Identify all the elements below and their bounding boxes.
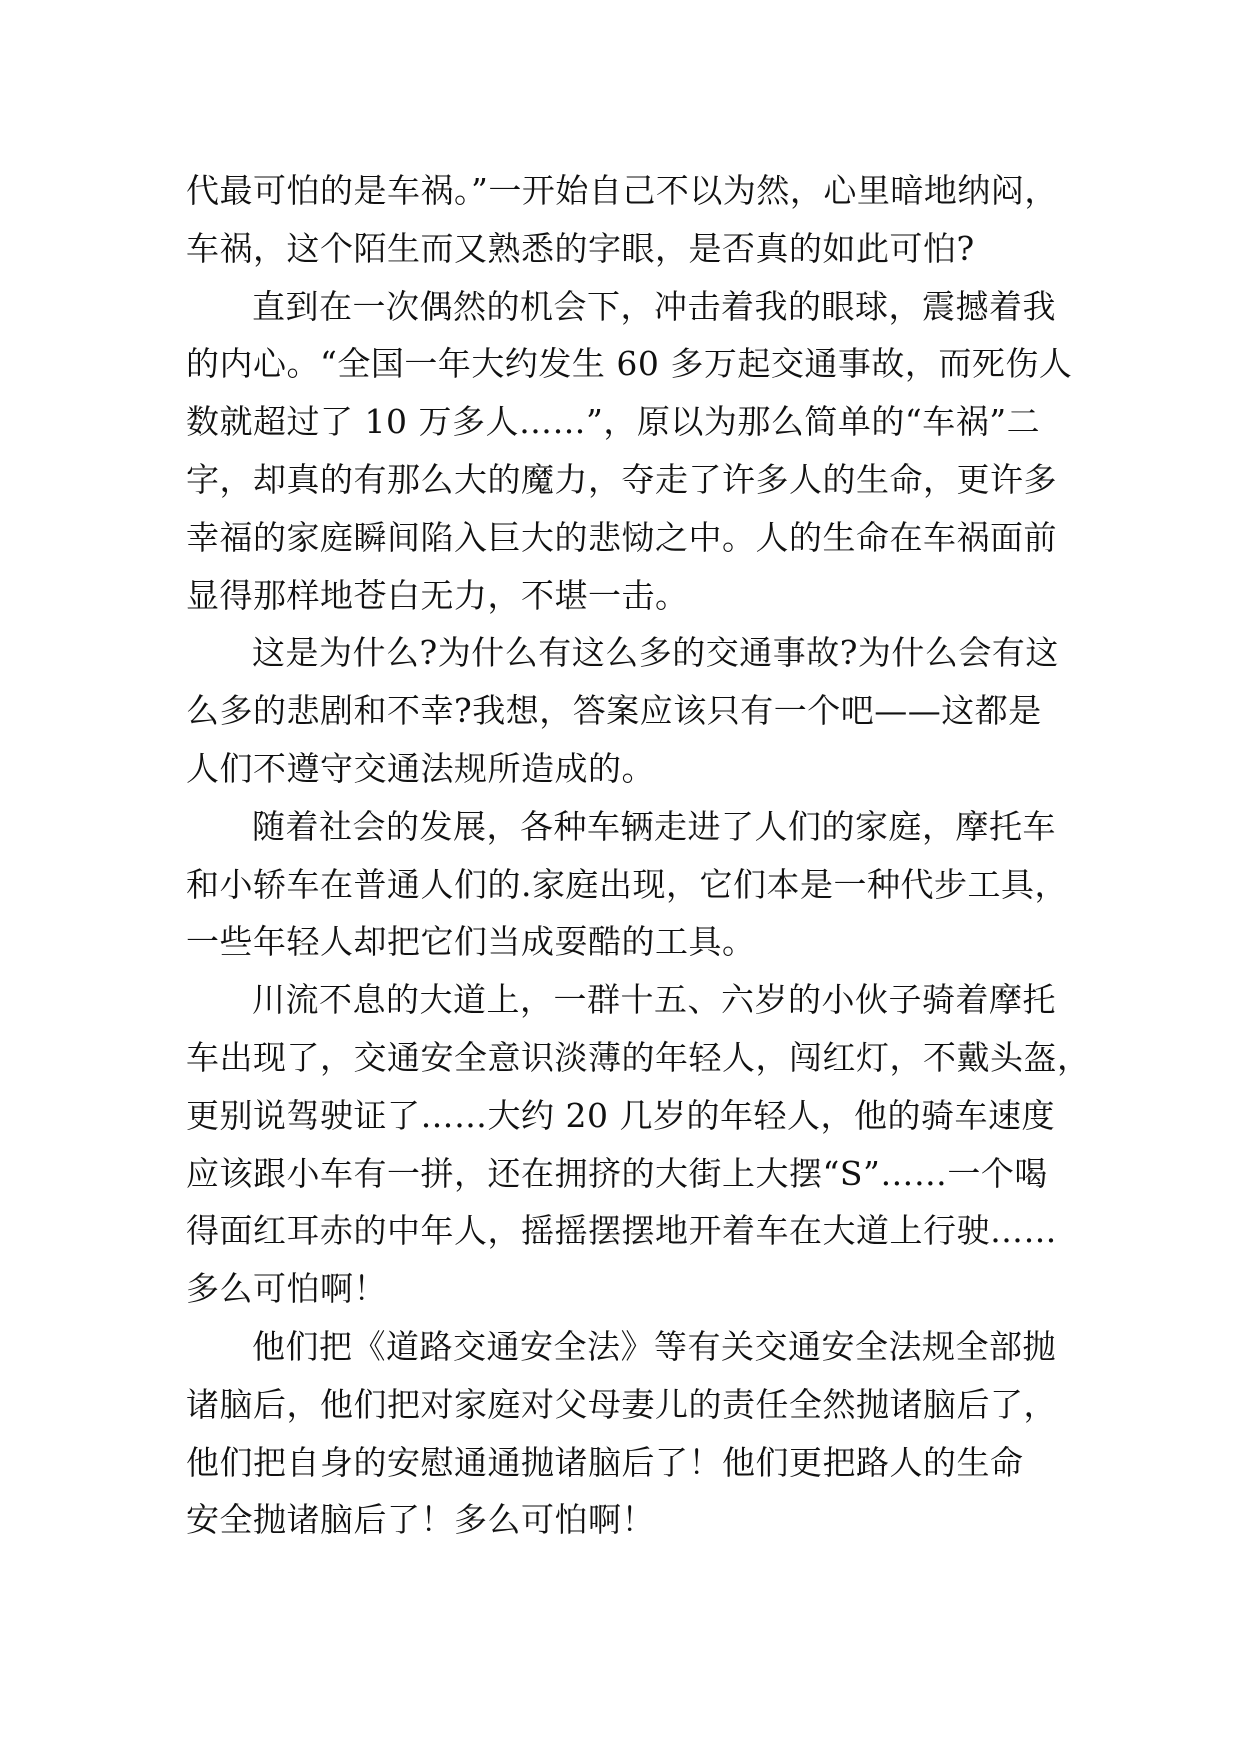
- paragraph-4: [186, 798, 1066, 971]
- paragraph-line: 应该跟小车有一拼，还在拥挤的大街上大摆“S”……一个喝: [186, 1153, 1048, 1193]
- paragraph-line: 和小轿车在普通人们的.家庭出现，它们本是一种代步工具，: [186, 864, 1068, 904]
- paragraph-line: 幸福的家庭瞬间陷入巨大的悲恸之中。人的生命在车祸面前: [186, 517, 1057, 557]
- paragraph-first-line: 川流不息的大道上，一群十五、六岁的小伙子骑着摩托: [252, 980, 1056, 1020]
- paragraph-line: 数就超过了 10 万多人……”，原以为那么简单的“车祸”二: [186, 402, 1041, 442]
- paragraph-line: 安全抛诸脑后了！多么可怕啊！: [186, 1500, 655, 1540]
- paragraph-3: [186, 624, 1066, 797]
- paragraph-1: [186, 162, 1066, 278]
- paragraph-line: 更别说驾驶证了……大约 20 几岁的年轻人，他的骑车速度: [186, 1095, 1055, 1135]
- paragraph-line: 字，却真的有那么大的魔力，夺走了许多人的生命，更许多: [186, 459, 1057, 499]
- paragraph-line: 代最可怕的是车祸。”一开始自己不以为然，心里暗地纳闷，: [186, 171, 1058, 210]
- document-body: [186, 162, 1091, 1549]
- paragraph-first-line: 直到在一次偶然的机会下，冲击着我的眼球，震撼着我: [252, 286, 1056, 326]
- paragraph-6: [186, 1318, 1066, 1549]
- paragraph-line: 多么可怕啊！: [186, 1269, 387, 1309]
- paragraph-line: 他们把自身的安慰通通抛诸脑后了！他们更把路人的生命: [186, 1442, 1024, 1482]
- paragraph-line: 的内心。“全国一年大约发生 60 多万起交通事故，而死伤人: [186, 344, 1073, 384]
- paragraph-line: 显得那样地苍白无力，不堪一击。: [186, 575, 689, 615]
- paragraph-line: 一些年轻人却把它们当成耍酷的工具。: [186, 922, 756, 962]
- paragraph-5: [186, 971, 1091, 1318]
- paragraph-line: 人们不遵守交通法规所造成的。: [186, 748, 655, 788]
- paragraph-2: [186, 278, 1073, 625]
- paragraph-first-line: 随着社会的发展，各种车辆走进了人们的家庭，摩托车: [252, 806, 1056, 846]
- paragraph-line: 得面红耳赤的中年人，摇摇摆摆地开着车在大道上行驶……: [186, 1211, 1057, 1251]
- paragraph-line: 么多的悲剧和不幸?我想，答案应该只有一个吧——这都是: [186, 691, 1042, 731]
- paragraph-first-line: 他们把《道路交通安全法》等有关交通安全法规全部抛: [252, 1326, 1056, 1366]
- paragraph-line: 诸脑后，他们把对家庭对父母妻儿的责任全然抛诸脑后了，: [186, 1384, 1057, 1424]
- paragraph-line: 车出现了，交通安全意识淡薄的年轻人，闯红灯，不戴头盔，: [186, 1037, 1091, 1077]
- paragraph-first-line: 这是为什么?为什么有这么多的交通事故?为什么会有这: [252, 633, 1059, 673]
- paragraph-line: 车祸，这个陌生而又熟悉的字眼，是否真的如此可怕?: [186, 228, 975, 268]
